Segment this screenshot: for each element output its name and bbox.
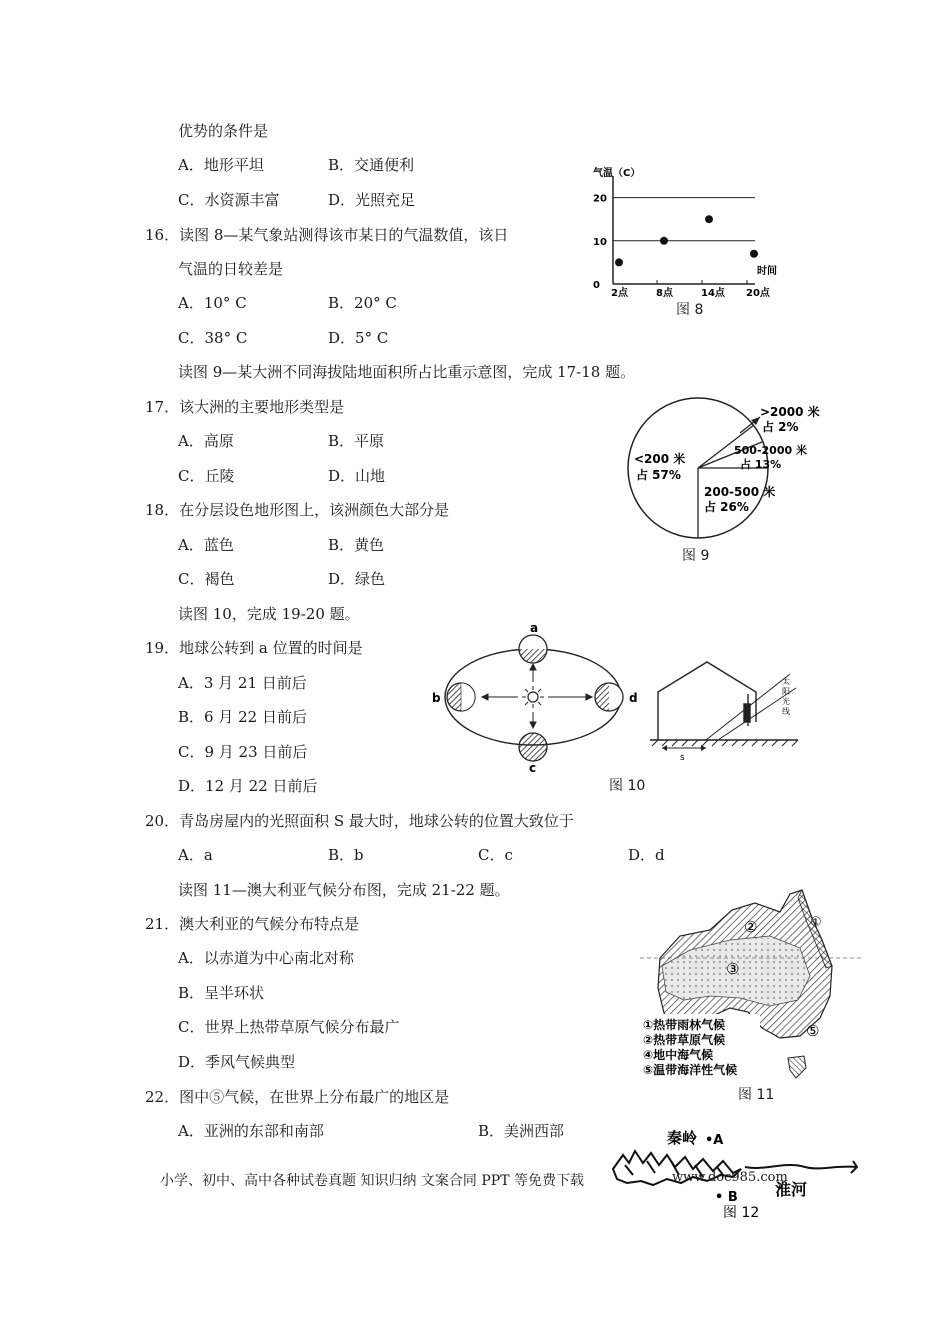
q16-option-c: C．38° C: [178, 329, 248, 347]
fig8-data-point: [615, 258, 623, 266]
q18-option-c: C．褐色: [178, 570, 235, 588]
q21-option-a: A．以赤道为中心南北对称: [178, 949, 354, 967]
fig11-tasmania: [788, 1056, 806, 1078]
fig12-point-b: • B: [715, 1190, 738, 1205]
figure-9-pie: [620, 395, 820, 555]
fig10-sunlight-3: 光: [782, 697, 790, 706]
fig10-earth-c: [519, 733, 547, 761]
fig9-label-500a: 200-500 米: [704, 485, 776, 499]
q19-option-d: D．12 月 22 日前后: [178, 777, 318, 795]
fig9-label-over-b: 占 2%: [762, 420, 799, 434]
fig9-label-500b: 占 26%: [704, 500, 749, 514]
fig10-sunlight-4: 线: [782, 707, 790, 716]
fig8-xtick-label: 20点: [746, 288, 770, 299]
q16-stem-line2: 气温的日较差是: [178, 260, 284, 278]
fig11-caption: 图 11: [738, 1087, 775, 1103]
q15-continuation: 优势的条件是: [178, 122, 269, 140]
fig10-label-c: c: [529, 761, 537, 772]
fig11-legend-1: ①热带雨林气候: [643, 1018, 726, 1032]
fig9-caption: 图 9: [682, 548, 710, 564]
q22-stem: 22．图中⑤气候，在世界上分布最广的地区是: [145, 1088, 450, 1106]
fig12-label-qinling: 秦岭: [667, 1129, 698, 1147]
fig10-sun: [528, 692, 538, 702]
q20-option-a: A．a: [178, 846, 213, 864]
fig8-data-point: [750, 250, 758, 258]
fig8-data-point: [705, 215, 713, 223]
fig11-legend-4: ④地中海气候: [643, 1048, 714, 1062]
q19-stem: 19．地球公转到 a 位置的时间是: [145, 639, 363, 657]
q21-option-c: C．世界上热带草原气候分布最广: [178, 1018, 400, 1036]
q15-option-b: B．交通便利: [328, 156, 415, 174]
fig11-num-2: ②: [744, 918, 758, 936]
figure-8-chart: [585, 160, 785, 300]
fig8-xlabel: 时间: [757, 266, 777, 277]
fig9-label-2000b: 占 13%: [740, 458, 782, 471]
fig10-caption: 图 10: [609, 778, 646, 794]
fig10-sunlight-2: 阳: [782, 687, 790, 696]
fig11-num-1: ①: [810, 915, 822, 930]
intro-fig9: 读图 9—某大洲不同海拔陆地面积所占比重示意图，完成 17-18 题。: [178, 363, 636, 381]
fig8-xtick-label: 8点: [656, 288, 673, 299]
fig11-legend-2: ②热带草原气候: [643, 1033, 726, 1047]
q19-option-a: A．3 月 21 日前后: [178, 674, 307, 692]
fig10-label-b: b: [432, 691, 441, 705]
q19-option-c: C．9 月 23 日前后: [178, 743, 308, 761]
q18-stem: 18．在分层设色地形图上，该洲颜色大部分是: [145, 501, 450, 519]
footer-text: 小学、初中、高中各种试卷真题 知识归纳 文案合同 PPT 等免费下载: [160, 1173, 584, 1189]
q19-option-b: B．6 月 22 日前后: [178, 708, 307, 726]
fig11-legend-5: ⑤温带海洋性气候: [643, 1063, 738, 1077]
fig10-sunlight-1: 太: [782, 677, 790, 686]
q17-option-c: C．丘陵: [178, 467, 235, 485]
q16-option-d: D．5° C: [328, 329, 389, 347]
q16-option-b: B．20° C: [328, 294, 397, 312]
q20-option-b: B．b: [328, 846, 364, 864]
figure-10-diagram: [418, 622, 803, 772]
q15-option-a: A．地形平坦: [178, 156, 264, 174]
fig12-point-a: •A: [705, 1133, 724, 1148]
fig11-num-5: ⑤: [806, 1022, 820, 1040]
fig8-ylabel: 气温（C）: [593, 168, 641, 179]
q21-option-d: D．季风气候典型: [178, 1053, 296, 1071]
fig11-num-3: ③: [726, 960, 740, 978]
q15-option-c: C．水资源丰富: [178, 191, 280, 209]
q21-option-b: B．呈半环状: [178, 984, 265, 1002]
figure-11-map: [640, 888, 862, 1083]
fig9-label-200b: 占 57%: [636, 468, 681, 482]
q18-option-a: A．蓝色: [178, 536, 234, 554]
fig8-caption: 图 8: [676, 302, 704, 318]
fig12-label-huaihe: 淮河: [775, 1180, 808, 1199]
fig12-huaihe-river: [745, 1165, 857, 1168]
q15-option-d: D．光照充足: [328, 191, 416, 209]
fig10-label-d: d: [629, 691, 638, 705]
footer-url[interactable]: www.doc985.com: [672, 1170, 788, 1185]
q16-option-a: A．10° C: [178, 294, 247, 312]
q18-option-b: B．黄色: [328, 536, 385, 554]
q17-option-b: B．平原: [328, 432, 385, 450]
q17-stem: 17．该大洲的主要地形类型是: [145, 398, 345, 416]
q22-option-b: B．美洲西部: [478, 1122, 565, 1140]
q20-stem: 20．青岛房屋内的光照面积 S 最大时，地球公转的位置大致位于: [145, 812, 574, 830]
fig9-label-over-a: >2000 米: [760, 405, 820, 419]
q16-stem-line1: 16．读图 8—某气象站测得该市某日的气温数值，该日: [145, 226, 509, 244]
fig8-data-point: [660, 237, 668, 245]
fig8-xtick-label: 2点: [611, 288, 628, 299]
fig8-ytick-label: 0: [593, 280, 600, 291]
fig9-label-200a: <200 米: [634, 452, 686, 466]
q17-option-d: D．山地: [328, 467, 386, 485]
q17-option-a: A．高原: [178, 432, 234, 450]
q18-option-d: D．绿色: [328, 570, 386, 588]
intro-fig10: 读图 10，完成 19-20 题。: [178, 605, 360, 623]
fig10-label-a: a: [530, 622, 539, 635]
intro-fig11: 读图 11—澳大利亚气候分布图，完成 21-22 题。: [178, 881, 510, 899]
fig12-caption: 图 12: [723, 1205, 760, 1220]
q21-stem: 21．澳大利亚的气候分布特点是: [145, 915, 360, 933]
fig8-ytick-label: 20: [593, 193, 607, 205]
fig8-ytick-label: 10: [593, 236, 607, 248]
fig10-label-s: s: [680, 753, 685, 763]
fig8-xtick-label: 14点: [701, 288, 725, 299]
q20-option-d: D．d: [628, 846, 665, 864]
q20-option-c: C．c: [478, 846, 513, 864]
fig9-label-2000a: 500-2000 米: [734, 444, 807, 457]
q22-option-a: A．亚洲的东部和南部: [178, 1122, 324, 1140]
